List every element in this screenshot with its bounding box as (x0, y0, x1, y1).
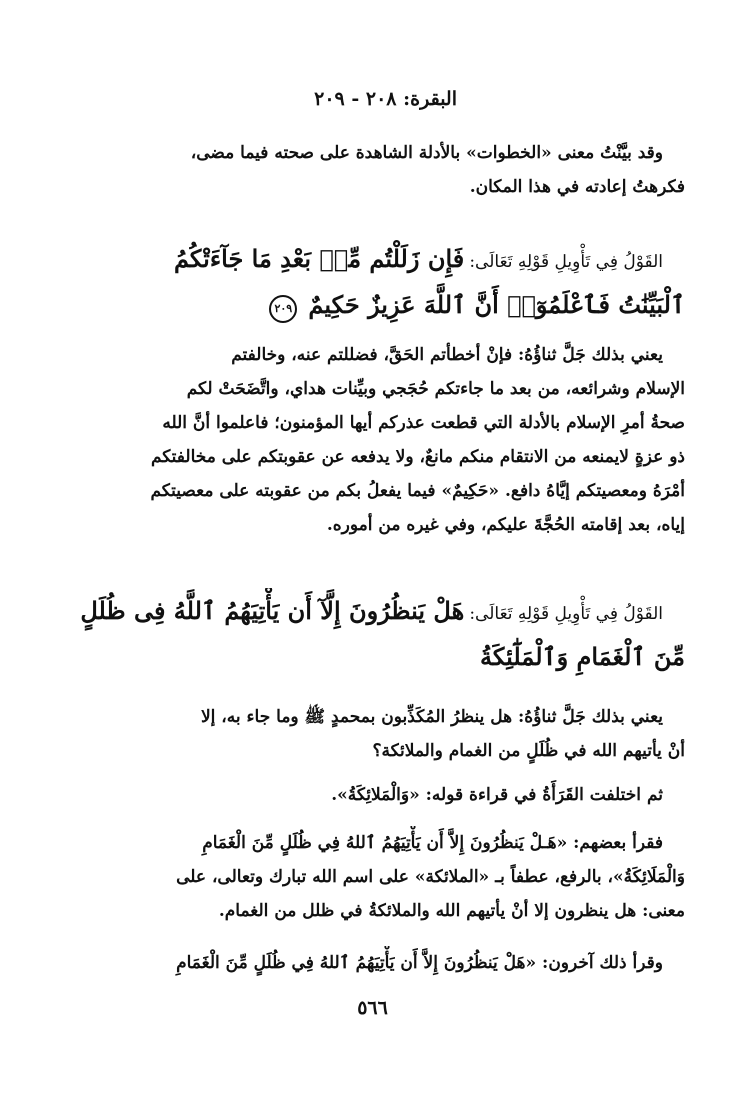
commentary-paragraph-3 (71, 778, 685, 812)
text-line: ثم اختلفت القَرَأَةُ في قراءة قوله: «وَالْمَلائِكَةُ». (331, 785, 663, 805)
commentary-paragraph-1 (71, 338, 685, 542)
text-line: فقرأ بعضهم: «هَـلْ يَنظُرُونَ إِلاَّ أَن يَأْتِيَهُمُ ٱللهُ فِي ظُلَلٍ مِّنَ الْغَمَامِ (202, 833, 663, 853)
verse-line (71, 634, 685, 680)
text-line: وقد بيَّنْتُ معنى «الخطوات» بالأدلة الشاهدة على صحته فيما مضى، (190, 143, 663, 163)
quran-verse-text: فَإِن زَلَلْتُم مِّنۢ بَعْدِ مَا جَآءَتْكُمُ (173, 244, 465, 273)
text-line: ذو عزةٍ لايمنعه من الانتقام منكم مانعٌ، ولا يدفعه عن عقوبتكم على مخالفتكم (150, 447, 685, 467)
verse-lead-text: القَوْلُ فِي تَأْوِيلِ قَوْلِهِ تَعَالَى: (469, 604, 663, 624)
ayah-number-marker: ٢٠٩ (269, 295, 297, 323)
commentary-paragraph-2 (71, 700, 685, 768)
intro-paragraph (71, 136, 685, 204)
text-line: إياه، بعد إقامته الحُجَّةَ عليكم، وفي غيره من أموره. (326, 515, 685, 535)
running-header: البقرة: ٢٠٨ - ٢٠٩ (314, 88, 457, 110)
verse-heading-2 (71, 588, 685, 680)
text-line: أنْ يأتيهم الله في ظُلَلٍ من الغمام والملائكة؟ (372, 741, 685, 761)
quran-verse-text: ٱلْبَيِّنَٰتُ فَٱعْلَمُوٓا۟ أَنَّ ٱللَّهَ عَزِيزٌ حَكِيمٌ (308, 290, 685, 319)
commentary-paragraph-5 (71, 946, 685, 980)
quran-verse-text: هَلْ يَنظُرُونَ إِلَّآ أَن يَأْتِيَهُمُ ٱللَّهُ فِى ظُلَلٍ (80, 596, 465, 625)
text-line: يعني بذلك جَلَّ ثناؤُهُ: هل ينظرُ المُكَذِّبون بمحمدٍ ﷺ وما جاء به، إلا (200, 707, 663, 727)
verse-heading-1 (71, 236, 685, 328)
text-line: أمْرَهُ ومعصيتكم إيَّاهُ دافع. «حَكِيمٌ» فيما يفعلُ بكم من عقوبته على معصيتكم (150, 481, 685, 501)
verse-line (71, 282, 685, 328)
quran-verse-text: مِّنَ ٱلْغَمَامِ وَٱلْمَلَٰٓئِكَةُ (480, 642, 685, 671)
text-line: وَالْمَلَائِكَةُ»، بالرفع، عطفاً بـ «الملائكة» على اسم الله تبارك وتعالى، على (176, 867, 685, 887)
verse-line (71, 236, 685, 282)
verse-line (71, 588, 685, 634)
text-line: يعني بذلك جَلَّ ثناؤُهُ: فإنْ أخطأتم الحَقَّ، فضللتم عنه، وخالفتم (231, 345, 663, 365)
text-line: معنى: هل ينظرون إلا أنْ يأتيهم الله والملائكةُ في ظلل من الغمام. (218, 901, 685, 921)
page-number: ٥٦٦ (357, 997, 388, 1019)
commentary-paragraph-4 (71, 826, 685, 928)
text-line: وقرأ ذلك آخرون: «هَلْ يَنظُرُونَ إِلاَّ أَن يَأْتِيَهُمُ ٱللهُ فِي ظُلَلٍ مِّنَ الْغَمَامِ (176, 953, 663, 973)
text-line: صحةُ أمرِ الإسلام بالأدلة التي قطعت عذركم أيها المؤمنون؛ فاعلموا أنَّ الله (162, 413, 685, 433)
text-line: الإسلام وشرائعه، من بعد ما جاءتكم حُجَجي وبيِّنات هداي، واتَّضَحَتْ لكم (186, 379, 685, 399)
verse-lead-text: القَوْلُ فِي تَأْوِيلِ قَوْلِهِ تَعَالَى: (469, 252, 663, 272)
text-line: فكرهتُ إعادته في هذا المكان. (469, 177, 685, 197)
